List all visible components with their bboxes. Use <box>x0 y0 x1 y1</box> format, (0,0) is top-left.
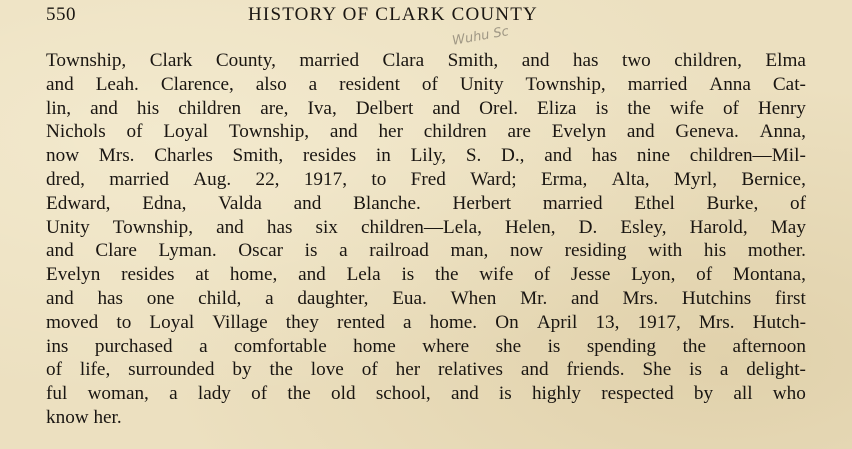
text-line: moved to Loyal Village they rented a home. On April 13, 1917, Mrs. Hutch- <box>46 311 806 333</box>
text-line: ful woman, a lady of the old school, and is highly respected by all who <box>46 383 806 405</box>
page-header <box>44 4 824 30</box>
text-line: Edward, Edna, Valda and Blanche. Herbert married Ethel Burke, of <box>46 192 806 214</box>
page-number: 550 <box>46 4 76 25</box>
text-line: Unity Township, and has six children—Lela, Helen, D. Esley, Harold, May <box>46 216 806 238</box>
text-line: Nichols of Loyal Township, and her children are Evelyn and Geneva. Anna, <box>46 121 806 143</box>
text-line: ins purchased a comfortable home where she is spending the afternoon <box>46 335 806 357</box>
text-line: and Leah. Clarence, also a resident of Unity Township, married Anna Cat- <box>46 73 806 95</box>
text-line: and has one child, a daughter, Eua. When Mr. and Mrs. Hutchins first <box>46 287 806 309</box>
text-line: of life, surrounded by the love of her relatives and friends. She is a delight- <box>46 359 806 381</box>
text-line: dred, married Aug. 22, 1917, to Fred Ward; Erma, Alta, Myrl, Bernice, <box>46 168 806 190</box>
text-line: and Clare Lyman. Oscar is a railroad man, now residing with his mother. <box>46 240 806 262</box>
text-line: Evelyn resides at home, and Lela is the wife of Jesse Lyon, of Montana, <box>46 264 806 286</box>
text-line: know her. <box>46 406 122 428</box>
handwritten-annotation: Wuhu Sc <box>451 24 510 49</box>
body-paragraph <box>46 49 806 430</box>
text-line: Township, Clark County, married Clara Smith, and has two children, Elma <box>46 50 806 71</box>
running-title: HISTORY OF CLARK COUNTY <box>248 4 538 25</box>
text-line: lin, and his children are, Iva, Delbert and Orel. Eliza is the wife of Henry <box>46 97 806 119</box>
text-line: now Mrs. Charles Smith, resides in Lily, S. D., and has nine children—Mil- <box>46 145 806 167</box>
